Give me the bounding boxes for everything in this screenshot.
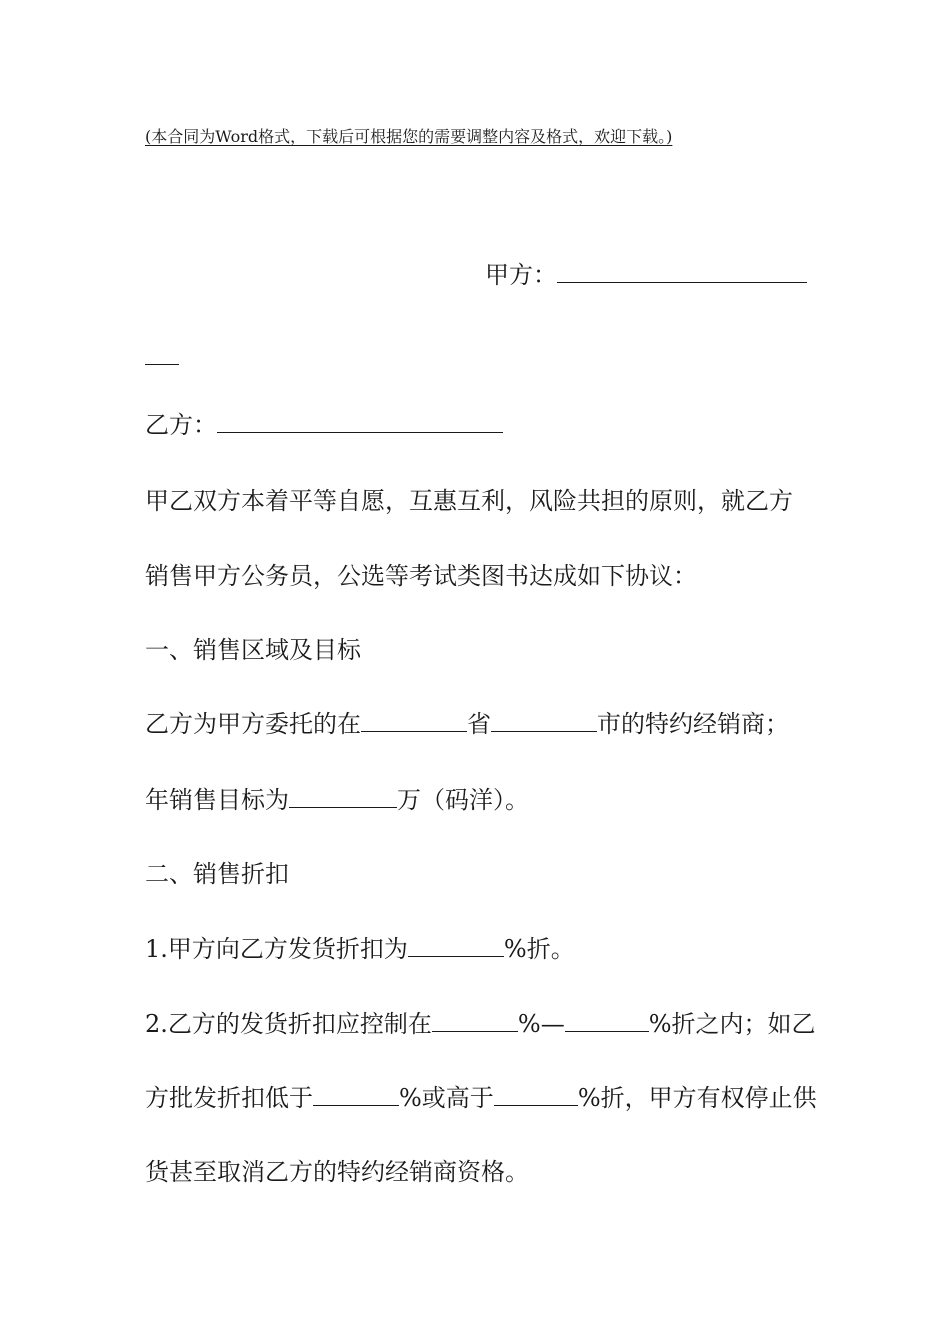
s2-item1-text-a: 1.甲方向乙方发货折扣为	[145, 935, 408, 963]
s1-target-text-a: 年销售目标为	[145, 786, 289, 814]
discount-min-blank	[432, 1009, 518, 1032]
section-2-item-3	[145, 1083, 817, 1113]
s1-text-a: 乙方为甲方委托的在	[145, 710, 361, 738]
discount-blank	[408, 934, 504, 957]
download-notice-text: (本合同为Word格式，下载后可根据您的需要调整内容及格式，欢迎下载。)	[145, 127, 673, 146]
s2-item3-text-b: %或高于	[399, 1084, 494, 1112]
s1-text-c: 市的特约经销商；	[597, 710, 789, 738]
section-1-line-2	[145, 785, 529, 815]
wholesale-low-blank	[313, 1083, 399, 1106]
section-2-item-4	[145, 1157, 529, 1187]
section-2-item-2	[145, 1009, 816, 1039]
s2-item1-text-b: %折。	[503, 935, 575, 963]
intro-paragraph-line-2	[145, 561, 697, 591]
download-notice	[145, 126, 672, 148]
province-blank	[361, 709, 467, 732]
s2-item2-text-b: %—	[517, 1010, 565, 1038]
intro-text-2: 销售甲方公务员，公选等考试类图书达成如下协议：	[145, 562, 697, 590]
section-2-heading	[145, 859, 289, 889]
s2-item3-text-c: %折，甲方有权停止供	[577, 1084, 817, 1112]
section-1-line-1	[145, 709, 789, 739]
s2-item2-text-a: 2.乙方的发货折扣应控制在	[145, 1010, 432, 1038]
wholesale-high-blank	[494, 1083, 578, 1106]
city-blank	[491, 709, 597, 732]
party-b-label: 乙方：	[145, 411, 217, 439]
party-a-blank-continued	[145, 342, 179, 372]
s2-item2-text-c: %折之内；如乙	[648, 1010, 816, 1038]
s2-item3-text-a: 方批发折扣低于	[145, 1084, 313, 1112]
sales-target-blank	[289, 785, 397, 808]
party-b-line	[145, 410, 503, 440]
s1-text-b: 省	[467, 710, 491, 738]
intro-paragraph-line-1	[145, 486, 793, 516]
section-1-heading	[145, 635, 361, 665]
section-2-heading-text: 二、销售折扣	[145, 860, 289, 888]
party-b-blank	[217, 410, 503, 433]
party-a-blank-tail	[145, 342, 179, 365]
intro-text-1: 甲乙双方本着平等自愿，互惠互利，风险共担的原则，就乙方	[145, 487, 793, 515]
party-a-line	[485, 260, 807, 290]
s2-item4-text: 货甚至取消乙方的特约经销商资格。	[145, 1158, 529, 1186]
party-a-blank	[557, 260, 807, 283]
s1-target-text-b: 万（码洋）。	[397, 786, 529, 814]
party-a-label: 甲方：	[485, 261, 557, 289]
section-2-item-1	[145, 934, 575, 964]
discount-max-blank	[565, 1009, 649, 1032]
section-1-heading-text: 一、销售区域及目标	[145, 636, 361, 664]
